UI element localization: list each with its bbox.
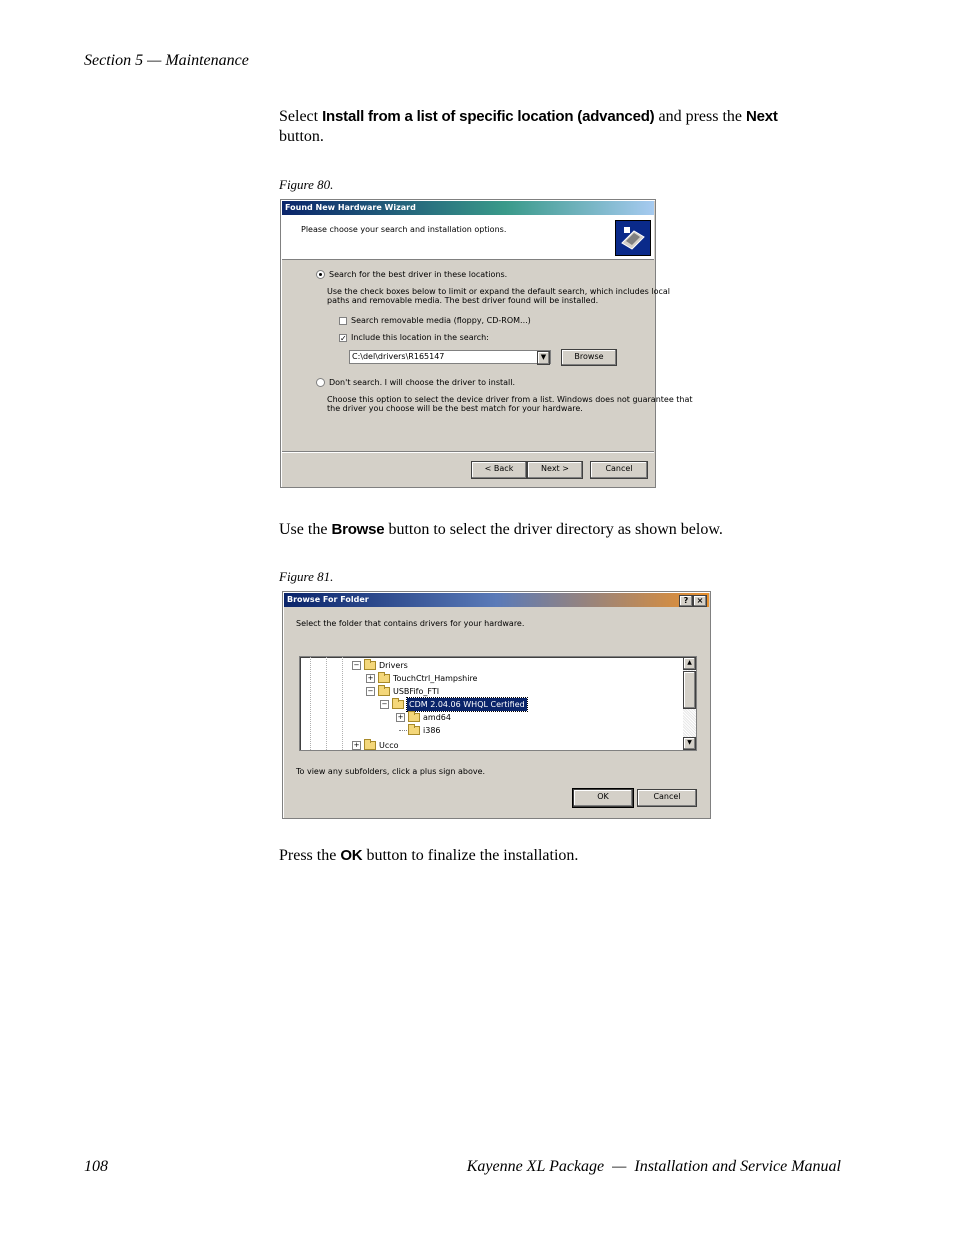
expand-icon[interactable]: + — [353, 741, 360, 749]
wizard-heading: Please choose your search and installation options. — [301, 225, 507, 234]
expand-icon[interactable]: + — [397, 713, 404, 721]
back-button[interactable]: < Back — [471, 461, 527, 479]
include-location-label: Include this location in the search: — [351, 333, 489, 342]
figure-81-caption: Figure 81. — [279, 569, 334, 584]
button-divider — [282, 451, 654, 453]
tree-item-label: Ucco — [379, 741, 399, 750]
scroll-thumb[interactable] — [683, 671, 696, 709]
tree-guide — [326, 657, 327, 750]
text: Use the — [279, 521, 332, 538]
text: and press the — [654, 108, 747, 125]
tree-item-label: CDM 2.04.06 WHQL Certified — [409, 700, 525, 709]
hardware-wizard-dialog — [280, 199, 693, 488]
text: Select — [279, 108, 323, 125]
folder-icon — [378, 674, 390, 683]
instruction-step-2 — [279, 520, 839, 540]
tree-scrollbar[interactable] — [683, 657, 696, 750]
cancel-button[interactable]: Cancel — [590, 461, 648, 479]
removable-media-checkbox[interactable] — [339, 317, 347, 325]
text: button. — [279, 128, 324, 145]
location-path-value: C:\del\drivers\R165147 — [352, 352, 445, 361]
expand-icon[interactable]: + — [367, 674, 374, 682]
browse-title: Browse For Folder — [287, 595, 369, 604]
search-description-line-1: Use the check boxes below to limit or expand the default search, which includes local — [327, 287, 671, 296]
folder-icon — [392, 700, 404, 709]
next-label-emphasis: Next — [746, 108, 778, 125]
wizard-header — [282, 215, 654, 260]
scroll-down-icon[interactable]: ▼ — [683, 737, 696, 750]
text: button to finalize the installation. — [362, 847, 579, 864]
next-button[interactable]: Next > — [527, 461, 583, 479]
location-combobox[interactable] — [349, 350, 551, 364]
instruction-step-3 — [279, 846, 839, 866]
text: button to select the driver directory as shown below. — [384, 521, 723, 538]
tree-item-label: i386 — [423, 726, 441, 735]
instruction-step-1 — [279, 107, 839, 147]
option-label-emphasis: Install from a list of specific location (advanced) — [322, 108, 655, 125]
help-icon[interactable]: ? — [679, 595, 693, 607]
page-number: 108 — [84, 1158, 108, 1175]
figure-80-caption: Figure 80. — [279, 177, 334, 192]
include-location-checkbox[interactable]: ✓ — [340, 334, 347, 343]
folder-icon — [408, 726, 420, 735]
manual-title: Kayenne XL Package — Installation and Service Manual — [466, 1158, 841, 1175]
dont-search-description-line-2: the driver you choose will be the best match for your hardware. — [327, 404, 583, 413]
browse-folder-dialog — [282, 591, 711, 819]
text: Press the — [279, 847, 341, 864]
section-header: Section 5 — Maintenance — [84, 52, 249, 69]
close-icon[interactable]: × — [693, 595, 707, 607]
scroll-up-icon[interactable]: ▲ — [683, 657, 696, 670]
folder-icon — [364, 741, 376, 750]
browse-prompt: Select the folder that contains drivers for your hardware. — [296, 619, 525, 628]
browse-button[interactable]: Browse — [561, 349, 617, 366]
browse-label-emphasis: Browse — [331, 521, 385, 538]
folder-icon — [408, 713, 420, 722]
folder-tree[interactable] — [299, 656, 697, 751]
browse-window — [282, 591, 711, 819]
collapse-icon[interactable]: − — [381, 700, 388, 708]
wizard-titlebar[interactable]: Found New Hardware Wizard — [282, 201, 654, 215]
browse-titlebar[interactable] — [284, 593, 709, 607]
tree-item-label: amd64 — [423, 713, 451, 722]
tree-item-label: USBFifo_FTI — [393, 687, 440, 696]
search-best-driver-radio[interactable] — [316, 270, 325, 279]
dont-search-description-line-1: Choose this option to select the device driver from a list. Windows does not guarantee that — [327, 395, 693, 404]
browse-hint: To view any subfolders, click a plus sign above. — [296, 767, 486, 776]
tree-item-label: TouchCtrl_Hampshire — [393, 674, 478, 683]
wizard-window — [280, 199, 693, 488]
hardware-wizard-icon — [615, 220, 651, 256]
dont-search-label: Don't search. I will choose the driver to install. — [329, 378, 516, 387]
tree-guide — [342, 657, 343, 750]
tree-connector — [399, 730, 407, 731]
removable-media-label: Search removable media (floppy, CD-ROM...) — [351, 316, 531, 325]
ok-button[interactable]: OK — [573, 789, 633, 807]
folder-icon — [364, 661, 376, 670]
chevron-down-icon[interactable]: ▼ — [537, 351, 550, 365]
tree-item-label: Drivers — [379, 661, 408, 670]
collapse-icon[interactable]: − — [367, 687, 374, 695]
search-best-driver-label: Search for the best driver in these locations. — [329, 270, 508, 279]
cancel-button[interactable]: Cancel — [637, 789, 697, 807]
tree-guide — [310, 657, 311, 750]
collapse-icon[interactable]: − — [353, 661, 360, 669]
folder-icon — [378, 687, 390, 696]
search-description-line-2: paths and removable media. The best driver found will be installed. — [327, 296, 599, 305]
ok-label-emphasis: OK — [340, 847, 363, 864]
dont-search-radio[interactable] — [316, 378, 325, 387]
